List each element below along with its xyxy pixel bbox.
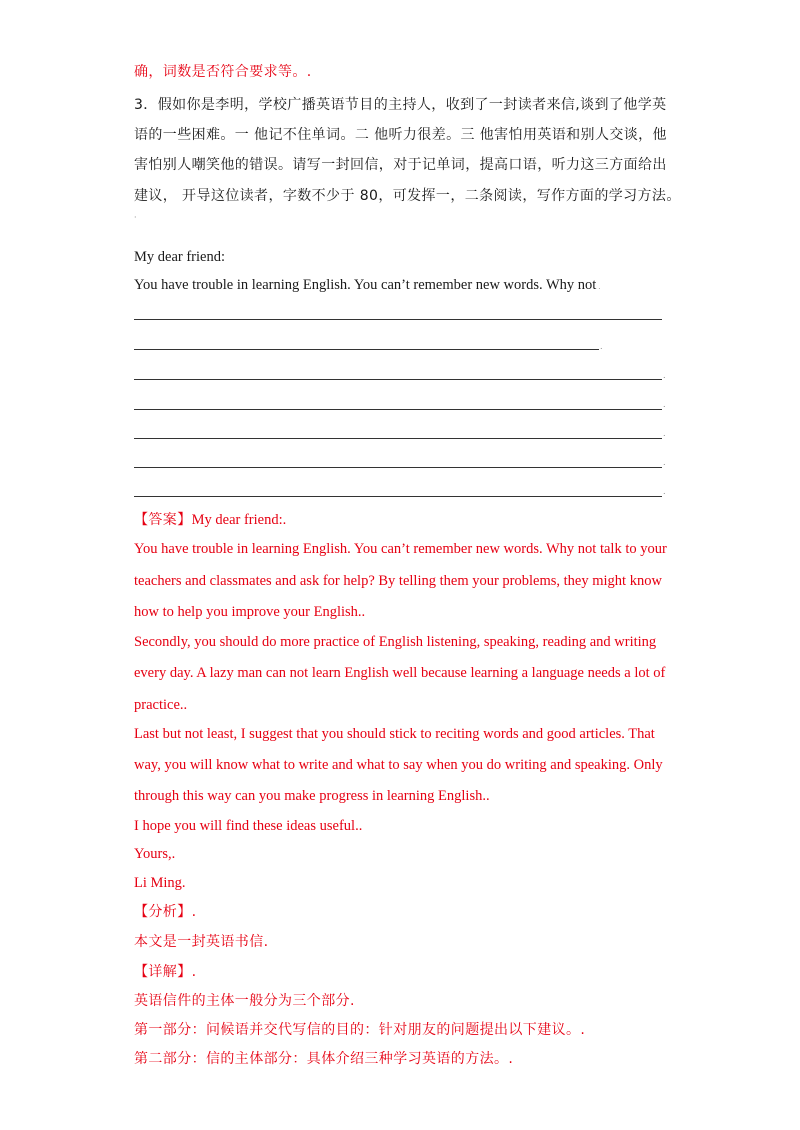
answer-line: Secondly, you should do more practice of English listening, speaking, reading and writing [134, 634, 657, 650]
detail-label: 【详解】. [134, 964, 197, 980]
detail-line: 第二部分：信的主体部分：具体介绍三种学习英语的方法。. [134, 1051, 514, 1067]
answer-line: Last but not least, I suggest that you should stick to reciting words and good articles. That [134, 726, 655, 742]
answer-line: practice.. [134, 697, 188, 713]
question-line: 建议， 开导这位读者，字数不少于 80，可发挥一，二条阅读，写作方面的学习方法。 [134, 188, 681, 204]
detail-line: 第一部分：问候语并交代写信的目的：针对朋友的问题提出以下建议。. [134, 1022, 586, 1038]
answer-closing: Yours,. [134, 846, 176, 862]
paragraph-mark: . [600, 342, 603, 351]
writing-line [134, 409, 662, 410]
letter-greeting: My dear friend: [134, 249, 225, 265]
answer-label: 【答案】 [134, 512, 192, 528]
writing-line [134, 379, 662, 380]
question-line: 害怕别人嘲笑他的错误。请写一封回信，对于记单词，提高口语，听力这三方面给出 [134, 157, 667, 173]
letter-opening: You have trouble in learning English. You can’t remember new words. Why not . [134, 277, 601, 293]
answer-signature: Li Ming. [134, 875, 186, 891]
answer-line: teachers and classmates and ask for help? By telling them your problems, they might know [134, 573, 662, 589]
answer-line: You have trouble in learning English. You can’t remember new words. Why not talk to your [134, 541, 667, 557]
answer-line: through this way can you make progress in learning English.. [134, 788, 490, 804]
writing-line [134, 319, 662, 320]
writing-line [134, 438, 662, 439]
writing-line [134, 496, 662, 497]
paragraph-mark: · [134, 213, 137, 222]
writing-line [134, 467, 662, 468]
paragraph-mark: . [663, 400, 666, 409]
analysis-text: 本文是一封英语书信. [134, 934, 269, 950]
paragraph-mark: . [663, 429, 666, 438]
question-tail: 确，词数是否符合要求等。. [134, 64, 312, 80]
paragraph-mark: . [663, 458, 666, 467]
analysis-label: 【分析】. [134, 904, 197, 920]
answer-line: how to help you improve your English.. [134, 604, 366, 620]
detail-line: 英语信件的主体一般分为三个部分. [134, 993, 355, 1009]
answer-line: I hope you will find these ideas useful.. [134, 818, 363, 834]
answer-heading [134, 511, 286, 529]
answer-line: every day. A lazy man can not learn English well because learning a language needs a lot of [134, 665, 666, 681]
answer-greeting: My dear friend:. [191, 512, 287, 528]
answer-line: way, you will know what to write and what to say when you do writing and speaking. Only [134, 757, 663, 773]
paragraph-mark: . [663, 371, 666, 380]
question-line: 语的一些困难。一 他记不住单词。二 他听力很差。三 他害怕用英语和别人交谈，他 [134, 127, 667, 143]
paragraph-mark: . [663, 487, 666, 496]
question-line: 3．假如你是李明，学校广播英语节目的主持人，收到了一封读者来信,谈到了他学英 [134, 97, 667, 113]
writing-line [134, 349, 599, 350]
